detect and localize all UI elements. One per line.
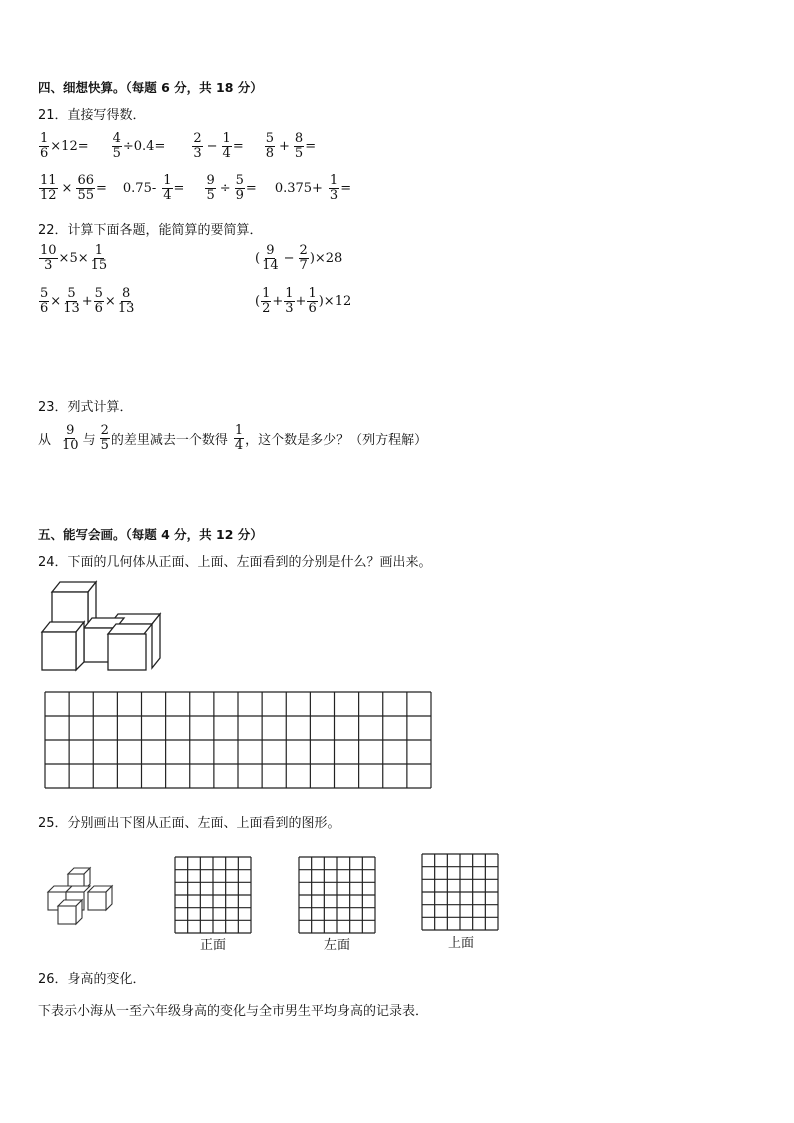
q21-expr-2: $\frac{4}{5}$ ÷0.4=	[112, 131, 166, 161]
q22-title: 22．计算下面各题，能简算的要简算．	[38, 223, 263, 238]
q25-cube-figure	[44, 862, 124, 928]
q21-expr-6: 0.75- $\frac{1}{4}$ =	[122, 173, 185, 203]
q25-top-grid	[421, 853, 499, 931]
q25-label-left: 左面	[324, 938, 351, 953]
q24-title: 24．下面的几何体从正面、上面、左面看到的分别是什么？画出来。	[38, 555, 432, 570]
q25-label-top: 上面	[448, 936, 475, 951]
q21-expr-1: $\frac{1}{6}$ ×12=	[40, 131, 89, 161]
q25-label-front: 正面	[200, 938, 227, 953]
q22-expr-c: $\frac{5}{6}$ × $\frac{5}{13}$ + $\frac{5}{6}$ × $\frac{8}{13}$	[40, 286, 135, 316]
q23-title: 23．列式计算．	[38, 400, 133, 415]
q21-row2	[38, 174, 351, 202]
q21-expr-3: $\frac{2}{3}$ − $\frac{1}{4}$ =	[193, 131, 244, 161]
q25-front-grid	[174, 856, 252, 934]
q21-expr-5: $\frac{11}{12}$ × $\frac{66}{55}$ =	[40, 173, 107, 203]
q22-expr-b: ( $\frac{9}{14}$ − $\frac{2}{7}$ )×28	[255, 243, 343, 273]
q26-title: 26．身高的变化．	[38, 972, 146, 987]
q21-expr-4: $\frac{5}{8}$ + $\frac{8}{5}$ =	[265, 131, 317, 161]
q24-answer-grid	[44, 691, 432, 791]
q21-expr-7: $\frac{9}{5}$ ÷ $\frac{5}{9}$ =	[206, 173, 257, 203]
q23-problem: 从 $\frac{9}{10}$ 与 $\frac{2}{5}$ 的差里减去一个数得 $\frac{1}{4}$ ，这个数是多少？（列方程解）	[38, 423, 428, 453]
section-5-title: 五、能写会画。（每题 4 分，共 12 分）	[38, 527, 263, 542]
q24-cube-figure	[38, 580, 168, 672]
q25-left-grid	[298, 856, 376, 934]
q21-expr-8: 0.375+ $\frac{1}{3}$ =	[274, 173, 352, 203]
q22-expr-d: ( $\frac{1}{2}$ + $\frac{1}{3}$ + $\frac{1}{6}$ )×12	[255, 286, 352, 316]
q26-description: 下表示小海从一至六年级身高的变化与全市男生平均身高的记录表．	[38, 1004, 429, 1019]
q21-title: 21．直接写得数．	[38, 108, 146, 123]
q25-title: 25．分别画出下图从正面、左面、上面看到的图形。	[38, 816, 341, 831]
q22-expr-a: $\frac{10}{3}$ ×5× $\frac{1}{15}$	[40, 243, 108, 273]
q21-row1	[38, 132, 316, 160]
section-4-title: 四、细想快算。（每题 6 分，共 18 分）	[38, 80, 263, 95]
